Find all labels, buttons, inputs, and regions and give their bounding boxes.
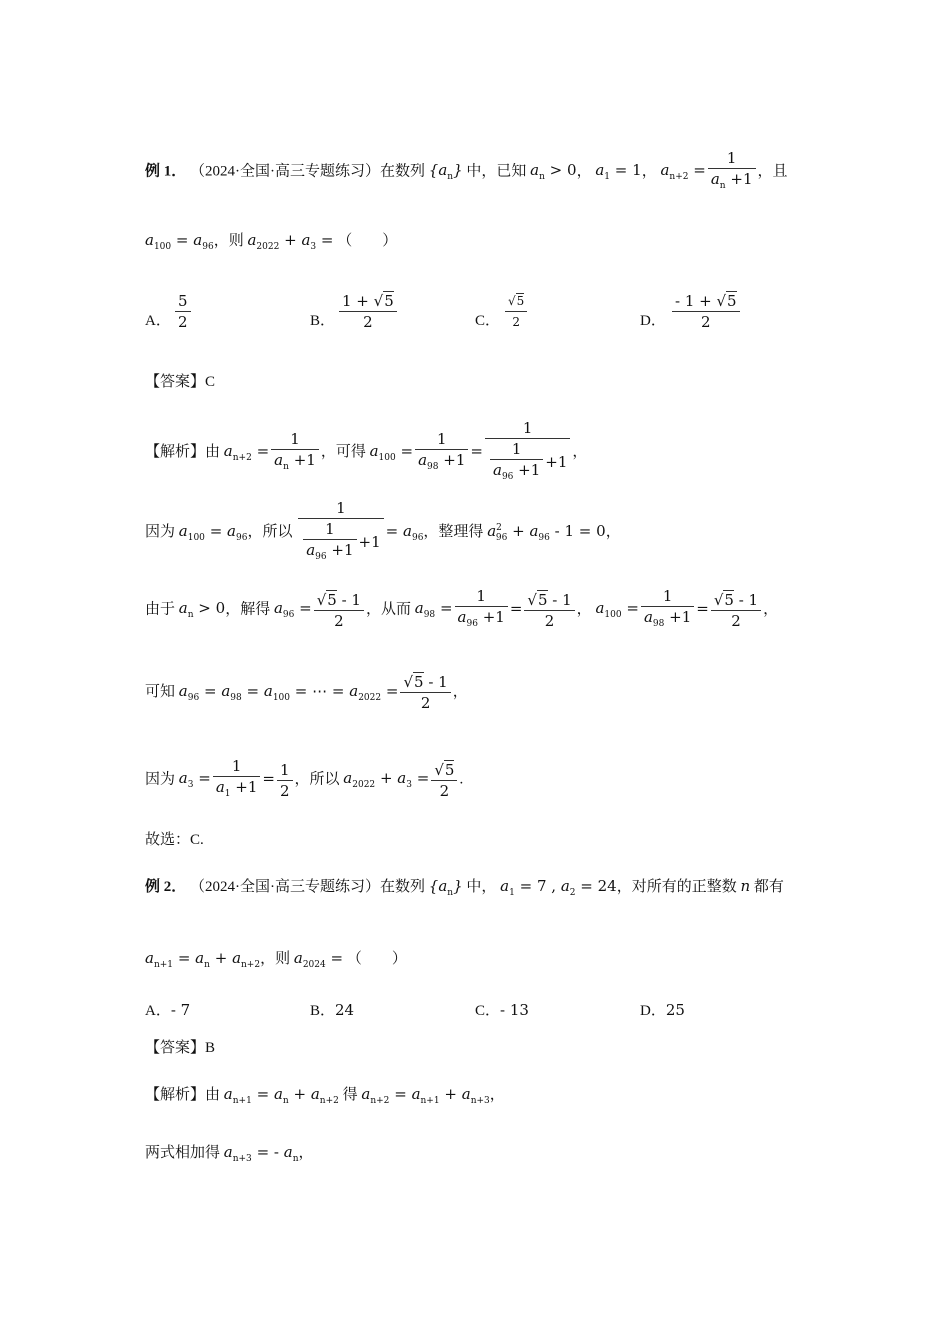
fraction: $\frac{√5}{2}$ [431, 760, 457, 801]
ex1-stem-line1: 例 1． （2024·全国·高三专题练习）在数列 $\{a_n\}$ 中，已知 $a_n > 0$， $a_1 = 1$， $a_{n+2}$ = $\frac{1}{a_n +1}$ ，且 [145, 148, 788, 196]
ex1-analysis-line2: 因为 $a_{100} = a_{96}$，所以 1 $\frac{1}{a_{96} +1}$ +1 = $a_{96}$，整理得 $a^2_{96} + a_{96} - 1 = 0$， [145, 498, 621, 567]
fraction: $\frac{1}{a_{96} +1}$ [455, 586, 508, 634]
fraction: 1 $\frac{1}{a_{96} +1}$ +1 [298, 498, 383, 567]
ex2-answer: 【答案】B [145, 1040, 216, 1056]
ex2-source: （2024·全国·高三专题练习） [190, 879, 381, 895]
math: $a_{n+2}$ = [223, 441, 270, 463]
math: $a_{100} = a_{96}$ [178, 521, 248, 543]
fraction: $\frac{1}{a_n +1}$ [271, 429, 319, 477]
option-b: B．24 [310, 1001, 355, 1019]
math: n [740, 877, 751, 895]
math: $a_{n+2} = a_{n+1} + a_{n+3}$ [361, 1085, 490, 1106]
fraction: $\frac{1}{a_{98} +1}$ [415, 429, 468, 477]
ex2-stem-line1: 例 2． （2024·全国·高三专题练习）在数列 $\{a_n\}$ 中， $a_1 = 7$ , $a_2 = 24$，对所有的正整数 n 都有 [145, 877, 784, 898]
fraction: $\frac{√5 - 1}{2}$ [314, 590, 364, 631]
math: $\{a_n\}$ [428, 161, 463, 183]
math: $a_3$ = [178, 769, 211, 791]
math: $\{a_n\}$ [428, 877, 463, 898]
answer-blank: （ ） [337, 233, 398, 249]
option-a: A． [145, 313, 171, 329]
math: $a^2_{96} + a_{96} - 1 = 0$ [487, 521, 606, 543]
math: $a_1 = 1$ [595, 161, 642, 183]
fraction: $\frac{√5 - 1}{2}$ [400, 672, 450, 713]
ex2-label: 例 2． [145, 879, 187, 895]
math: $a_{100}$ = [369, 441, 414, 463]
ex1-analysis-line4: 可知 $a_{96} = a_{98} = a_{100}$ = ⋯ = $a_{2022}$ = $\frac{√5 - 1}{2}$ ， [145, 673, 468, 712]
fraction: 1 $\frac{1}{a_{96} +1}$ +1 [485, 418, 570, 487]
fraction: $\frac{√5 - 1}{2}$ [711, 590, 761, 631]
ex2-analysis-line1: 【解析】由 $a_{n+1} = a_n + a_{n+2}$ 得 $a_{n+2} = a_{n+1} + a_{n+3}$， [145, 1085, 505, 1106]
math: $a_{2024}$ = [293, 949, 344, 970]
ex1-conclusion: 故选：C. [145, 832, 204, 848]
math: $a_n > 0$ [530, 161, 577, 183]
ex1-analysis-line3: 由于 $a_n > 0$，解得 $a_{96}$ = $\frac{√5 - 1}{2}$ ，从而 $a_{98}$ = $\frac{1}{a_{96} +1}$ = $\frac{√5 - 1}{2}$ ， $a_{100}$ = $\frac{1}{a_{98} +1}$ = $\frac{√5 - 1}{2}$ ， [145, 586, 778, 634]
option-a-value: $\frac{5}{2}$ [175, 291, 191, 332]
math: $a_{96}$ = [273, 599, 312, 621]
option-c-value: $\frac{√5}{2}$ [505, 291, 527, 332]
math: $a_{2022} + a_3$ = [247, 231, 334, 252]
math: $a_{n+1} = a_n + a_{n+2}$ [145, 949, 261, 970]
math: $a_{100} = a_{96}$ [145, 231, 214, 252]
fraction: $\frac{1}{2}$ [277, 760, 293, 801]
ex1-analysis-line1: 【解析】由 $a_{n+2}$ = $\frac{1}{a_n +1}$ ，可得 $a_{100}$ = $\frac{1}{a_{98} +1}$ = 1 $\frac{1}{a_{96} +1}$ +1 ， [145, 418, 587, 487]
math: $a_{n+2}$ = [660, 161, 706, 183]
math: $a_1 = 7$ , $a_2 = 24$ [500, 877, 617, 898]
answer-blank: （ ） [346, 951, 407, 967]
ex2-stem-line2: $a_{n+1} = a_n + a_{n+2}$，则 $a_{2024}$ = （ ） [145, 949, 407, 970]
ex1-analysis-line5: 因为 $a_3$ = $\frac{1}{a_1 +1}$ = $\frac{1}{2}$ ，所以 $a_{2022} + a_3$ = $\frac{√5}{2}$ . [145, 756, 463, 804]
ex1-stem-line2: $a_{100} = a_{96}$，则 $a_{2022} + a_3$ = （ ） [145, 231, 398, 252]
option-b-value: $\frac{1 + √5}{2}$ [339, 291, 397, 332]
ex1-options [145, 292, 845, 339]
option-b: B． [310, 313, 336, 329]
math: $a_{96} = a_{98} = a_{100}$ = ⋯ = $a_{2022}$ = [178, 681, 399, 703]
fraction: $\frac{1}{a_n +1}$ [708, 148, 756, 196]
math: $a_{2022} + a_3$ = [343, 769, 430, 791]
fraction: $\frac{1}{a_{98} +1}$ [641, 586, 694, 634]
fraction: $\frac{√5 - 1}{2}$ [524, 590, 574, 631]
option-c: C．- 13 [475, 1001, 529, 1019]
option-c: C． [475, 313, 501, 329]
fraction: $\frac{1}{a_1 +1}$ [213, 756, 261, 804]
ex1-source: （2024·全国·高三专题练习） [190, 163, 381, 180]
option-a: A．- 7 [145, 1001, 191, 1019]
math: $a_{n+3}$ = - $a_n$ [223, 1143, 299, 1164]
ex1-label: 例 1． [145, 163, 187, 180]
math: $a_{n+1} = a_n + a_{n+2}$ [223, 1085, 339, 1106]
math: $a_{98}$ = [414, 599, 453, 621]
option-d: D．25 [640, 1001, 685, 1019]
option-d: D． [640, 313, 666, 329]
ex2-options [145, 1000, 845, 1020]
math: $a_n > 0$ [178, 599, 226, 621]
ex2-analysis-line2: 两式相加得 $a_{n+3}$ = - $a_n$， [145, 1143, 314, 1164]
math: $a_{100}$ = [595, 599, 639, 621]
option-d-value: $\frac{- 1 + √5}{2}$ [672, 291, 740, 332]
ex1-answer: 【答案】C [145, 374, 216, 390]
